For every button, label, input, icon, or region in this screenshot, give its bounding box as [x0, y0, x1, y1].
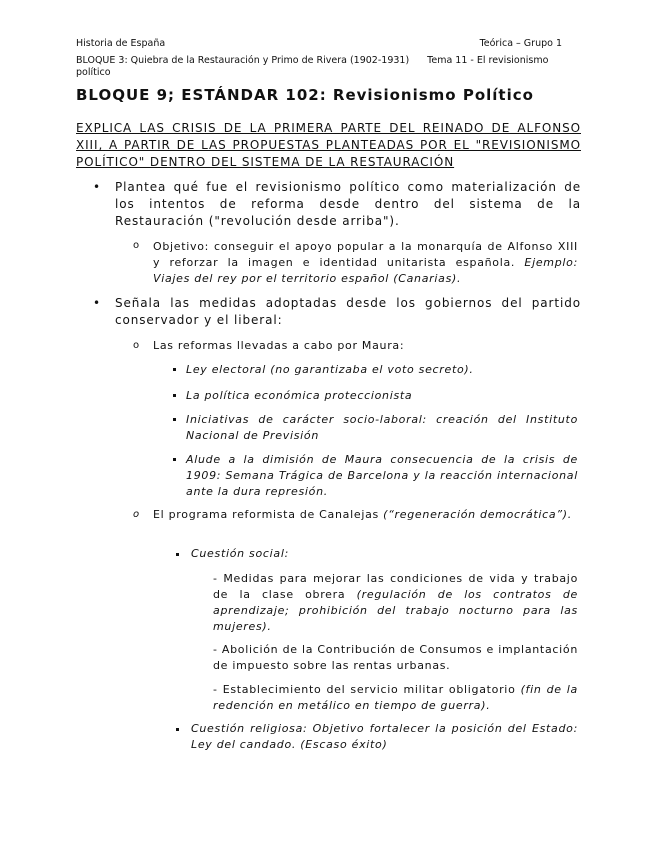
- circle-bullet: o: [133, 340, 140, 351]
- social-measure-2: - Abolición de la Contribución de Consumos e implantación de impuesto sobre las rentas urbanas.: [213, 643, 578, 672]
- bullet-measures: Señala las medidas adoptadas desde los gobiernos del partido conservador y el liberal:: [115, 296, 581, 327]
- square-bullet: [176, 728, 179, 731]
- objective-body: Objetivo: conseguir el apoyo popular a la monarquía de Alfonso XIII y reforzar la imagen e identidad unitarista española.: [153, 240, 578, 269]
- canalejas-regeneration: (“regeneración democrática”).: [383, 508, 572, 521]
- canalejas-title: [153, 507, 578, 523]
- page-title: BLOQUE 9; ESTÁNDAR 102: Revisionismo Político: [76, 86, 534, 104]
- header-tema: Tema 11 - El revisionismo: [427, 55, 549, 66]
- square-bullet: [173, 368, 176, 371]
- square-bullet: [173, 418, 176, 421]
- header-tema-cont: político: [76, 67, 111, 78]
- maura-title: Las reformas llevadas a cabo por Maura:: [153, 339, 405, 352]
- header-group: Teórica – Grupo 1: [479, 38, 562, 49]
- social-measure-3-body: - Establecimiento del servicio militar obligatorio: [213, 683, 516, 696]
- bullet-revisionism: Plantea qué fue el revisionismo político como materialización de los intentos de reforma desde dentro del sistema de la Restauración ("revolución desde arriba").: [115, 180, 581, 228]
- header-subject: Historia de España: [76, 38, 166, 49]
- square-bullet: [173, 394, 176, 397]
- social-measure-1-detail: (regulación de los contratos de aprendizaje; prohibición del trabajo nocturno para las mujeres).: [213, 588, 578, 633]
- social-measure-3: [213, 682, 578, 714]
- social-measure-1: [213, 571, 578, 635]
- maura-item-2: La política económica proteccionista: [186, 389, 413, 402]
- header-block-title: BLOQUE 3: Quiebra de la Restauración y Primo de Rivera (1902-1931): [76, 55, 410, 66]
- header-block: [76, 55, 576, 79]
- social-measure-3-detail: (fin de la redención en metálico en tiempo de guerra).: [213, 683, 578, 712]
- bullet-dot: •: [93, 296, 101, 310]
- circle-bullet: o: [133, 240, 140, 251]
- maura-item-1: Ley electoral (no garantizaba el voto secreto).: [186, 363, 474, 376]
- social-title: Cuestión social:: [191, 547, 289, 560]
- maura-item-4: Alude a la dimisión de Maura consecuencia de la crisis de 1909: Semana Trágica de Barcelona y la reacción internacional ante la dura represión.: [186, 453, 578, 498]
- canalejas-program: El programa reformista de Canalejas: [153, 508, 379, 521]
- objective-example: Ejemplo: Viajes del rey por el territorio español (Canarias).: [153, 256, 578, 285]
- circle-bullet: o: [133, 509, 140, 520]
- maura-item-3: Iniciativas de carácter socio-laboral: creación del Instituto Nacional de Previsión: [186, 413, 578, 442]
- intro-statement: EXPLICA LAS CRISIS DE LA PRIMERA PARTE DEL REINADO DE ALFONSO XIII, A PARTIR DE LAS PROPUESTAS PLANTEADAS POR EL "REVISIONISMO POLÍTICO" DENTRO DEL SISTEMA DE LA RESTAURACIÓN: [76, 121, 581, 169]
- objective-text: [153, 239, 578, 287]
- bullet-dot: •: [93, 180, 101, 194]
- social-measure-1-body: - Medidas para mejorar las condiciones de vida y trabajo de la clase obrera: [213, 572, 578, 601]
- square-bullet: [173, 458, 176, 461]
- square-bullet: [176, 553, 179, 556]
- religious-question: Cuestión religiosa: Objetivo fortalecer la posición del Estado: Ley del candado. (Escaso éxito): [191, 722, 578, 751]
